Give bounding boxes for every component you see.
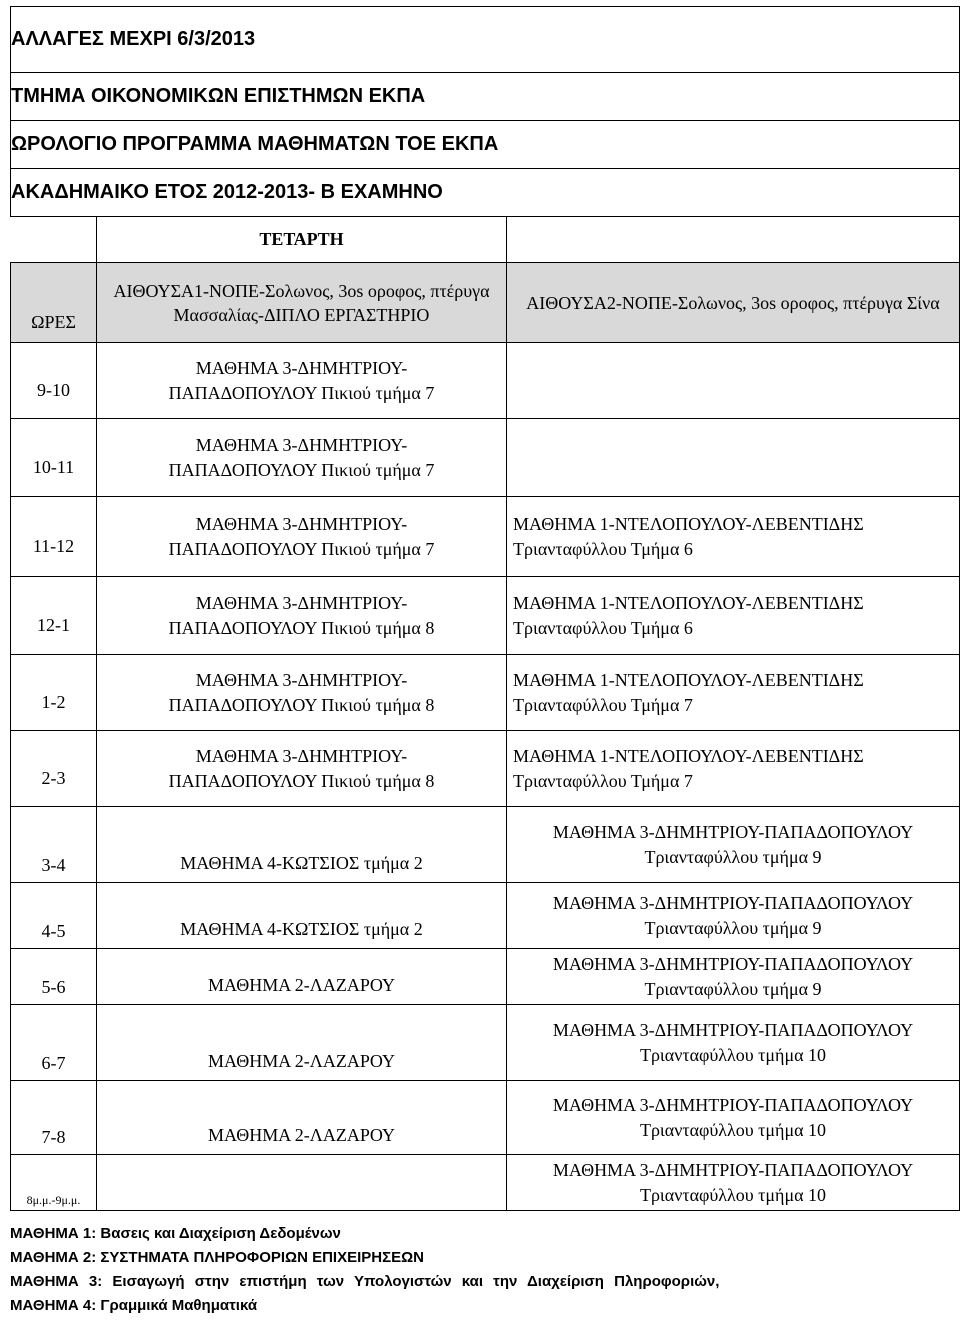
hour-cell: 12-1 <box>11 577 97 655</box>
room1-line: ΠΑΠΑΔΟΠΟΥΛΟΥ Πικιού τμήμα 7 <box>168 459 435 480</box>
room1-line: ΜΑΘΗΜΑ 3-ΔΗΜΗΤΡΙΟΥ- <box>195 592 408 613</box>
room2-cell <box>507 577 960 655</box>
legend-line: ΜΑΘΗΜΑ 1: Βασεις και Διαχείριση Δεδομένων <box>10 1225 341 1242</box>
title-row <box>11 121 960 169</box>
empty-cell <box>507 217 960 263</box>
hour-cell: 8μ.μ.-9μ.μ. <box>11 1155 97 1211</box>
empty-cell <box>11 217 97 263</box>
room1-cell <box>97 883 507 949</box>
title-row <box>11 73 960 121</box>
room2-line: Τριανταφύλλου τμήμα 9 <box>644 917 822 938</box>
room1-cell <box>97 577 507 655</box>
course-legend <box>10 1222 719 1318</box>
room1-line: ΠΑΠΑΔΟΠΟΥΛΟΥ Πικιού τμήμα 8 <box>168 694 435 715</box>
hour-cell: 7-8 <box>11 1081 97 1155</box>
room1-cell <box>97 807 507 883</box>
room1-cell <box>97 949 507 1005</box>
room2-line: ΜΑΘΗΜΑ 3-ΔΗΜΗΤΡΙΟΥ-ΠΑΠΑΔΟΠΟΥΛΟΥ <box>552 1094 914 1115</box>
table-row <box>11 577 960 655</box>
title-row <box>11 169 960 217</box>
room2-line: ΜΑΘΗΜΑ 1-ΝΤΕΛΟΠΟΥΛΟΥ-ΛΕΒΕΝΤΙΔΗΣ <box>513 592 864 613</box>
title-department: ΤΜΗΜΑ ΟΙΚΟΝΟΜΙΚΩΝ ΕΠΙΣΤΗΜΩΝ ΕΚΠΑ <box>11 73 960 121</box>
table-row <box>11 655 960 731</box>
room2-line: ΜΑΘΗΜΑ 1-ΝΤΕΛΟΠΟΥΛΟΥ-ΛΕΒΕΝΤΙΔΗΣ <box>513 745 864 766</box>
room1-cell <box>97 1005 507 1081</box>
room1-line: ΜΑΘΗΜΑ 3-ΔΗΜΗΤΡΙΟΥ- <box>195 669 408 690</box>
table-row <box>11 949 960 1005</box>
hour-cell: 6-7 <box>11 1005 97 1081</box>
hour-cell: 5-6 <box>11 949 97 1005</box>
room1-cell <box>97 731 507 807</box>
room1-line: ΜΑΘΗΜΑ 4-ΚΩΤΣΙΟΣ τμήμα 2 <box>180 919 423 939</box>
room2-line: ΜΑΘΗΜΑ 1-ΝΤΕΛΟΠΟΥΛΟΥ-ΛΕΒΕΝΤΙΔΗΣ <box>513 669 864 690</box>
room2-line: Τριανταφύλλου τμήμα 10 <box>639 1119 827 1140</box>
room2-cell <box>507 883 960 949</box>
table-row <box>11 1081 960 1155</box>
header-row <box>11 263 960 343</box>
room2-line: ΜΑΘΗΜΑ 3-ΔΗΜΗΤΡΙΟΥ-ΠΑΠΑΔΟΠΟΥΛΟΥ <box>552 953 914 974</box>
hour-cell: 9-10 <box>11 343 97 419</box>
room1-line: ΜΑΘΗΜΑ 3-ΔΗΜΗΤΡΙΟΥ- <box>195 357 408 378</box>
room2-line: Τριανταφύλλου Τμήμα 6 <box>513 617 693 638</box>
table-row <box>11 807 960 883</box>
room2-line: ΜΑΘΗΜΑ 3-ΔΗΜΗΤΡΙΟΥ-ΠΑΠΑΔΟΠΟΥΛΟΥ <box>552 1159 914 1180</box>
legend-line: ΜΑΘΗΜΑ 2: ΣΥΣΤΗΜΑΤΑ ΠΛΗΡΟΦΟΡΙΩΝ ΕΠΙΧΕΙΡΗΣΕΩΝ <box>10 1249 424 1266</box>
title-changes: ΑΛΛΑΓΕΣ ΜΕΧΡΙ 6/3/2013 <box>11 7 960 73</box>
header-hours: ΩΡΕΣ <box>11 263 97 343</box>
room2-line: Τριανταφύλλου τμήμα 10 <box>639 1044 827 1065</box>
room1-cell <box>97 655 507 731</box>
room2-cell <box>507 731 960 807</box>
legend-line: ΜΑΘΗΜΑ 4: Γραμμικά Μαθηματικά <box>10 1297 258 1314</box>
room1-cell <box>97 1155 507 1211</box>
header-room2: ΑΙΘΟΥΣΑ2-ΝΟΠΕ-Σολωνος, 3οs οροφος, πτέρυγα Σίνα <box>507 263 960 343</box>
legend-line: ΜΑΘΗΜΑ 3: Εισαγωγή στην επιστήμη των Υπολογιστών και την Διαχείριση Πληροφοριών, <box>10 1273 720 1290</box>
table-row <box>11 883 960 949</box>
room1-line: ΠΑΠΑΔΟΠΟΥΛΟΥ Πικιού τμήμα 7 <box>168 538 435 559</box>
room1-cell <box>97 419 507 497</box>
room2-cell <box>507 1005 960 1081</box>
room1-line: ΠΑΠΑΔΟΠΟΥΛΟΥ Πικιού τμήμα 8 <box>168 770 435 791</box>
room2-line: Τριανταφύλλου Τμήμα 7 <box>513 694 693 715</box>
room2-cell <box>507 1155 960 1211</box>
room1-line: ΜΑΘΗΜΑ 3-ΔΗΜΗΤΡΙΟΥ- <box>195 745 408 766</box>
room1-line: ΜΑΘΗΜΑ 3-ΔΗΜΗΤΡΙΟΥ- <box>195 434 408 455</box>
hour-cell: 1-2 <box>11 655 97 731</box>
room1-line: ΠΑΠΑΔΟΠΟΥΛΟΥ Πικιού τμήμα 8 <box>168 617 435 638</box>
hour-cell: 3-4 <box>11 807 97 883</box>
room2-line: ΜΑΘΗΜΑ 3-ΔΗΜΗΤΡΙΟΥ-ΠΑΠΑΔΟΠΟΥΛΟΥ <box>552 892 914 913</box>
room1-line: ΜΑΘΗΜΑ 2-ΛΑΖΑΡΟΥ <box>208 1125 395 1145</box>
room2-line: Τριανταφύλλου Τμήμα 6 <box>513 538 693 559</box>
room1-cell <box>97 497 507 577</box>
room2-cell <box>507 655 960 731</box>
room2-cell <box>507 807 960 883</box>
room2-cell <box>507 1081 960 1155</box>
title-schedule: ΩΡΟΛΟΓΙΟ ΠΡΟΓΡΑΜΜΑ ΜΑΘΗΜΑΤΩΝ ΤΟΕ ΕΚΠΑ <box>11 121 960 169</box>
timetable-grid <box>10 6 960 1211</box>
table-row <box>11 731 960 807</box>
hour-cell: 10-11 <box>11 419 97 497</box>
table-row <box>11 419 960 497</box>
room1-line: ΜΑΘΗΜΑ 3-ΔΗΜΗΤΡΙΟΥ- <box>195 513 408 534</box>
hour-cell: 11-12 <box>11 497 97 577</box>
room1-cell <box>97 343 507 419</box>
table-row <box>11 343 960 419</box>
day-row <box>11 217 960 263</box>
table-row <box>11 497 960 577</box>
day-label: ΤΕΤΑΡΤΗ <box>97 217 507 263</box>
room2-cell <box>507 497 960 577</box>
header-room1: ΑΙΘΟΥΣΑ1-ΝΟΠΕ-Σολωνος, 3οs οροφος, πτέρυγα Μασσαλίας-ΔΙΠΛΟ ΕΡΓΑΣΤΗΡΙΟ <box>97 263 507 343</box>
table-row <box>11 1005 960 1081</box>
table-row <box>11 1155 960 1211</box>
room2-line: Τριανταφύλλου τμήμα 9 <box>644 978 822 999</box>
room2-line: ΜΑΘΗΜΑ 1-ΝΤΕΛΟΠΟΥΛΟΥ-ΛΕΒΕΝΤΙΔΗΣ <box>513 513 864 534</box>
room2-line: ΜΑΘΗΜΑ 3-ΔΗΜΗΤΡΙΟΥ-ΠΑΠΑΔΟΠΟΥΛΟΥ <box>552 1019 914 1040</box>
room1-line: ΜΑΘΗΜΑ 2-ΛΑΖΑΡΟΥ <box>208 1051 395 1071</box>
room2-line: Τριανταφύλλου τμήμα 10 <box>639 1184 827 1205</box>
hour-cell: 4-5 <box>11 883 97 949</box>
title-academic-year: ΑΚΑΔΗΜΑΙΚΟ ΕΤΟΣ 2012-2013- Β ΕΧΑΜΗΝΟ <box>11 169 960 217</box>
room2-line: Τριανταφύλλου Τμήμα 7 <box>513 770 693 791</box>
room1-line: ΜΑΘΗΜΑ 4-ΚΩΤΣΙΟΣ τμήμα 2 <box>180 853 423 873</box>
room2-cell <box>507 419 960 497</box>
hour-cell: 2-3 <box>11 731 97 807</box>
room2-cell <box>507 949 960 1005</box>
room1-line: ΠΑΠΑΔΟΠΟΥΛΟΥ Πικιού τμήμα 7 <box>168 382 435 403</box>
title-row <box>11 7 960 73</box>
room1-line: ΜΑΘΗΜΑ 2-ΛΑΖΑΡΟΥ <box>208 975 395 995</box>
room1-cell <box>97 1081 507 1155</box>
room2-line: ΜΑΘΗΜΑ 3-ΔΗΜΗΤΡΙΟΥ-ΠΑΠΑΔΟΠΟΥΛΟΥ <box>552 821 914 842</box>
room2-cell <box>507 343 960 419</box>
room2-line: Τριανταφύλλου τμήμα 9 <box>644 846 822 867</box>
